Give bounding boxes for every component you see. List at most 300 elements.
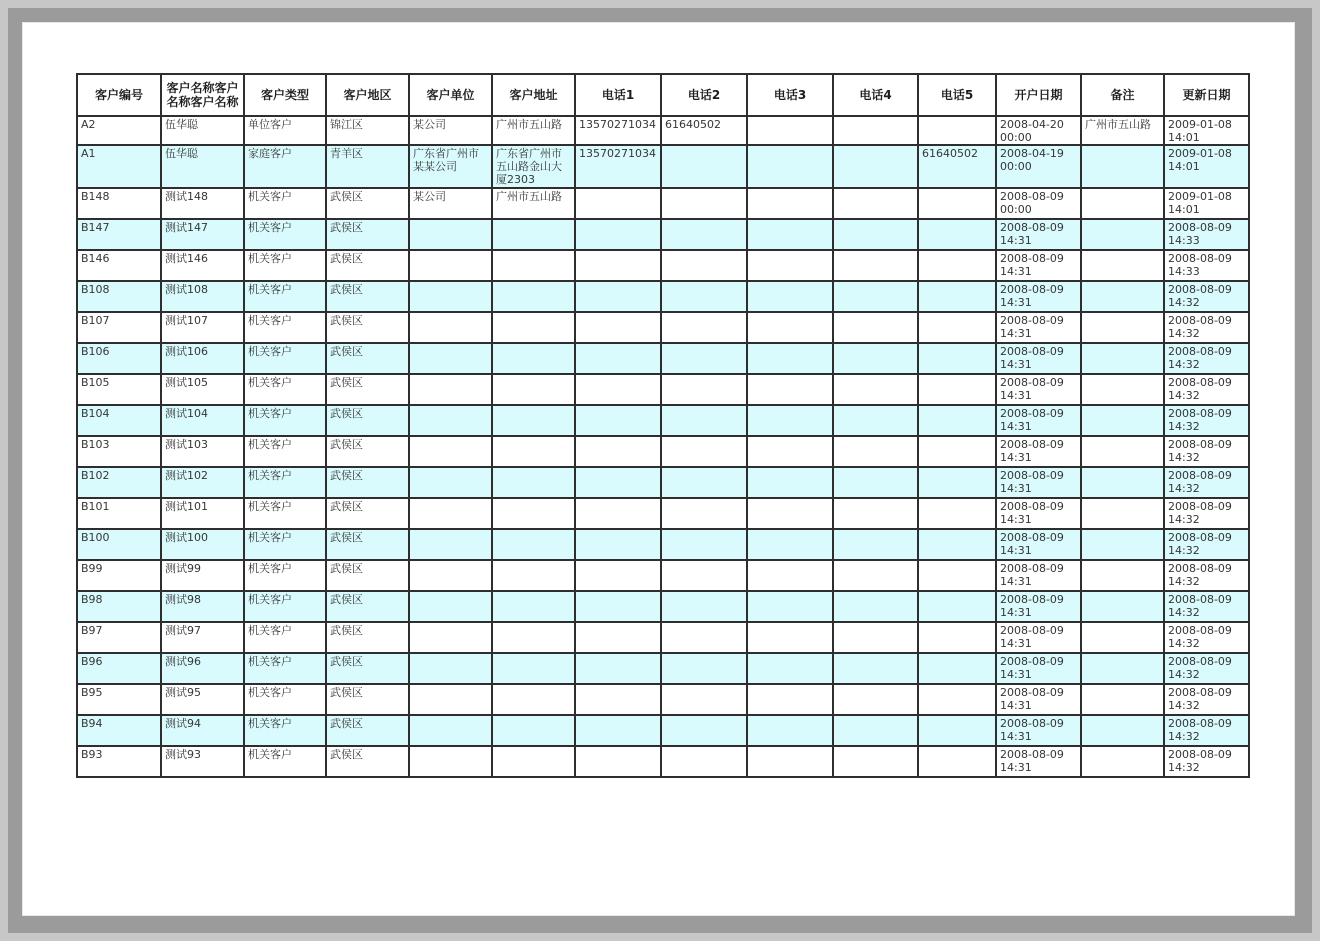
cell-update-date: 2008-08-09 14:32: [1164, 312, 1249, 343]
cell-customer-type: 机关客户: [244, 622, 326, 653]
cell-customer-address: [492, 436, 575, 467]
cell-customer-type: 机关客户: [244, 529, 326, 560]
cell-customer-id: B103: [77, 436, 161, 467]
cell-phone2: [661, 145, 747, 188]
column-header-customer-name: 客户名称客户名称客户名称: [161, 74, 244, 116]
cell-customer-region: 锦江区: [326, 116, 409, 145]
cell-phone3: [747, 746, 833, 777]
table-row-B97: [77, 622, 1249, 653]
column-header-customer-address: 客户地址: [492, 74, 575, 116]
table-row-B107: [77, 312, 1249, 343]
cell-phone2: [661, 250, 747, 281]
cell-phone4: [833, 405, 918, 436]
cell-phone5: [918, 312, 996, 343]
cell-customer-address: 广州市五山路: [492, 116, 575, 145]
cell-remark: [1081, 715, 1164, 746]
cell-customer-id: B95: [77, 684, 161, 715]
cell-phone4: [833, 145, 918, 188]
cell-phone2: [661, 498, 747, 529]
cell-phone5: [918, 591, 996, 622]
table-header: [77, 74, 1249, 116]
cell-customer-address: 广东省广州市五山路金山大厦2303: [492, 145, 575, 188]
table-row-A1: [77, 145, 1249, 188]
table-row-B102: [77, 467, 1249, 498]
cell-customer-type: 机关客户: [244, 560, 326, 591]
cell-phone5: [918, 219, 996, 250]
cell-phone4: [833, 591, 918, 622]
table-row-B99: [77, 560, 1249, 591]
cell-phone4: [833, 188, 918, 219]
cell-phone2: [661, 219, 747, 250]
cell-customer-type: 机关客户: [244, 684, 326, 715]
cell-remark: [1081, 219, 1164, 250]
cell-customer-id: B93: [77, 746, 161, 777]
cell-phone2: [661, 746, 747, 777]
cell-customer-name: 测试148: [161, 188, 244, 219]
column-header-phone3: 电话3: [747, 74, 833, 116]
cell-customer-address: [492, 684, 575, 715]
cell-update-date: 2008-08-09 14:32: [1164, 498, 1249, 529]
cell-customer-address: [492, 343, 575, 374]
cell-phone2: [661, 622, 747, 653]
table-row-B106: [77, 343, 1249, 374]
cell-open-date: 2008-08-09 14:31: [996, 343, 1081, 374]
cell-phone1: [575, 250, 661, 281]
cell-phone3: [747, 715, 833, 746]
cell-remark: [1081, 343, 1164, 374]
cell-customer-type: 机关客户: [244, 746, 326, 777]
column-header-customer-id: 客户编号: [77, 74, 161, 116]
cell-phone2: [661, 343, 747, 374]
cell-customer-id: B94: [77, 715, 161, 746]
cell-phone3: [747, 622, 833, 653]
cell-open-date: 2008-08-09 14:31: [996, 281, 1081, 312]
cell-phone4: [833, 116, 918, 145]
cell-phone5: [918, 467, 996, 498]
cell-phone5: [918, 622, 996, 653]
cell-customer-unit: [409, 219, 492, 250]
cell-open-date: 2008-08-09 14:31: [996, 374, 1081, 405]
table-body: [77, 116, 1249, 777]
cell-update-date: 2008-08-09 14:32: [1164, 591, 1249, 622]
cell-phone4: [833, 498, 918, 529]
cell-remark: [1081, 591, 1164, 622]
cell-customer-type: 机关客户: [244, 405, 326, 436]
cell-phone3: [747, 312, 833, 343]
cell-open-date: 2008-08-09 00:00: [996, 188, 1081, 219]
cell-customer-unit: [409, 653, 492, 684]
cell-customer-type: 机关客户: [244, 312, 326, 343]
cell-customer-region: 武侯区: [326, 405, 409, 436]
cell-customer-region: 武侯区: [326, 467, 409, 498]
cell-customer-type: 机关客户: [244, 498, 326, 529]
cell-phone5: [918, 746, 996, 777]
cell-phone4: [833, 715, 918, 746]
cell-phone3: [747, 498, 833, 529]
cell-open-date: 2008-08-09 14:31: [996, 250, 1081, 281]
cell-phone2: [661, 529, 747, 560]
cell-customer-name: 测试103: [161, 436, 244, 467]
cell-customer-name: 测试108: [161, 281, 244, 312]
cell-update-date: 2009-01-08 14:01: [1164, 145, 1249, 188]
cell-customer-name: 测试104: [161, 405, 244, 436]
cell-phone3: [747, 436, 833, 467]
cell-remark: [1081, 250, 1164, 281]
report-page: [22, 22, 1295, 916]
cell-customer-address: [492, 715, 575, 746]
cell-phone2: [661, 715, 747, 746]
cell-update-date: 2008-08-09 14:32: [1164, 684, 1249, 715]
cell-phone1: [575, 746, 661, 777]
column-header-open-date: 开户日期: [996, 74, 1081, 116]
cell-phone5: [918, 529, 996, 560]
cell-customer-name: 测试97: [161, 622, 244, 653]
cell-phone4: [833, 343, 918, 374]
cell-customer-address: [492, 374, 575, 405]
cell-customer-type: 机关客户: [244, 281, 326, 312]
table-row-B105: [77, 374, 1249, 405]
table-row-B147: [77, 219, 1249, 250]
cell-open-date: 2008-08-09 14:31: [996, 436, 1081, 467]
cell-phone5: [918, 436, 996, 467]
cell-open-date: 2008-08-09 14:31: [996, 591, 1081, 622]
cell-customer-type: 机关客户: [244, 653, 326, 684]
cell-customer-address: [492, 312, 575, 343]
cell-customer-unit: [409, 498, 492, 529]
cell-remark: [1081, 374, 1164, 405]
cell-customer-unit: [409, 343, 492, 374]
cell-customer-id: B107: [77, 312, 161, 343]
cell-update-date: 2008-08-09 14:32: [1164, 746, 1249, 777]
cell-customer-type: 机关客户: [244, 715, 326, 746]
cell-customer-address: [492, 591, 575, 622]
cell-customer-type: 机关客户: [244, 343, 326, 374]
cell-customer-address: [492, 498, 575, 529]
cell-phone1: [575, 343, 661, 374]
cell-phone3: [747, 145, 833, 188]
table-row-B146: [77, 250, 1249, 281]
cell-phone3: [747, 653, 833, 684]
cell-customer-region: 武侯区: [326, 219, 409, 250]
cell-phone2: [661, 560, 747, 591]
cell-customer-name: 测试106: [161, 343, 244, 374]
cell-customer-name: 测试99: [161, 560, 244, 591]
table-row-B93: [77, 746, 1249, 777]
cell-customer-address: [492, 560, 575, 591]
cell-customer-id: A1: [77, 145, 161, 188]
cell-update-date: 2008-08-09 14:32: [1164, 715, 1249, 746]
column-header-customer-unit: 客户单位: [409, 74, 492, 116]
cell-customer-id: B147: [77, 219, 161, 250]
cell-phone1: [575, 405, 661, 436]
table-row-B148: [77, 188, 1249, 219]
cell-phone1: [575, 281, 661, 312]
cell-open-date: 2008-08-09 14:31: [996, 746, 1081, 777]
cell-phone2: [661, 653, 747, 684]
cell-customer-id: B148: [77, 188, 161, 219]
table-row-A2: [77, 116, 1249, 145]
cell-phone5: [918, 560, 996, 591]
cell-phone4: [833, 622, 918, 653]
column-header-phone5: 电话5: [918, 74, 996, 116]
cell-remark: [1081, 684, 1164, 715]
cell-customer-unit: [409, 529, 492, 560]
cell-open-date: 2008-04-19 00:00: [996, 145, 1081, 188]
cell-customer-region: 武侯区: [326, 591, 409, 622]
cell-phone5: [918, 281, 996, 312]
cell-phone3: [747, 684, 833, 715]
cell-customer-unit: [409, 684, 492, 715]
cell-customer-unit: [409, 622, 492, 653]
cell-phone5: [918, 250, 996, 281]
cell-phone2: [661, 312, 747, 343]
cell-customer-type: 机关客户: [244, 467, 326, 498]
column-header-remark: 备注: [1081, 74, 1164, 116]
cell-phone5: [918, 343, 996, 374]
cell-customer-address: [492, 622, 575, 653]
cell-phone1: [575, 436, 661, 467]
cell-customer-name: 伍华聪: [161, 116, 244, 145]
cell-remark: [1081, 560, 1164, 591]
cell-customer-region: 武侯区: [326, 684, 409, 715]
cell-customer-unit: [409, 374, 492, 405]
cell-phone3: [747, 250, 833, 281]
cell-remark: [1081, 498, 1164, 529]
cell-open-date: 2008-08-09 14:31: [996, 560, 1081, 591]
cell-customer-name: 伍华聪: [161, 145, 244, 188]
cell-phone1: [575, 653, 661, 684]
cell-phone1: [575, 622, 661, 653]
cell-customer-address: [492, 467, 575, 498]
cell-customer-unit: [409, 281, 492, 312]
cell-phone4: [833, 281, 918, 312]
cell-open-date: 2008-08-09 14:31: [996, 622, 1081, 653]
cell-remark: [1081, 746, 1164, 777]
cell-customer-type: 单位客户: [244, 116, 326, 145]
cell-phone1: [575, 560, 661, 591]
cell-customer-region: 武侯区: [326, 281, 409, 312]
cell-phone2: [661, 467, 747, 498]
cell-phone1: 13570271034: [575, 145, 661, 188]
cell-phone4: [833, 436, 918, 467]
cell-phone2: [661, 684, 747, 715]
cell-update-date: 2008-08-09 14:32: [1164, 622, 1249, 653]
cell-phone2: [661, 591, 747, 622]
cell-phone3: [747, 529, 833, 560]
cell-remark: [1081, 436, 1164, 467]
cell-update-date: 2008-08-09 14:32: [1164, 405, 1249, 436]
cell-customer-unit: [409, 560, 492, 591]
cell-remark: [1081, 405, 1164, 436]
cell-customer-name: 测试98: [161, 591, 244, 622]
table-row-B98: [77, 591, 1249, 622]
cell-phone5: [918, 498, 996, 529]
cell-update-date: 2008-08-09 14:32: [1164, 653, 1249, 684]
cell-customer-name: 测试107: [161, 312, 244, 343]
cell-phone5: [918, 715, 996, 746]
cell-customer-id: B99: [77, 560, 161, 591]
cell-customer-region: 武侯区: [326, 622, 409, 653]
header-row: [77, 74, 1249, 116]
cell-customer-name: 测试147: [161, 219, 244, 250]
cell-customer-type: 机关客户: [244, 591, 326, 622]
column-header-phone4: 电话4: [833, 74, 918, 116]
cell-customer-type: 机关客户: [244, 436, 326, 467]
cell-customer-id: B96: [77, 653, 161, 684]
cell-phone1: 13570271034: [575, 116, 661, 145]
cell-customer-region: 武侯区: [326, 653, 409, 684]
cell-customer-type: 机关客户: [244, 250, 326, 281]
cell-customer-address: [492, 653, 575, 684]
cell-customer-region: 武侯区: [326, 312, 409, 343]
cell-phone5: [918, 374, 996, 405]
cell-update-date: 2008-08-09 14:32: [1164, 467, 1249, 498]
cell-customer-region: 武侯区: [326, 250, 409, 281]
cell-customer-address: [492, 746, 575, 777]
cell-customer-region: 武侯区: [326, 188, 409, 219]
cell-open-date: 2008-08-09 14:31: [996, 467, 1081, 498]
cell-remark: [1081, 529, 1164, 560]
cell-customer-unit: [409, 591, 492, 622]
cell-customer-unit: [409, 250, 492, 281]
cell-phone4: [833, 374, 918, 405]
cell-update-date: 2008-08-09 14:32: [1164, 281, 1249, 312]
cell-phone4: [833, 467, 918, 498]
cell-open-date: 2008-08-09 14:31: [996, 653, 1081, 684]
cell-customer-id: B102: [77, 467, 161, 498]
cell-phone1: [575, 467, 661, 498]
cell-phone3: [747, 591, 833, 622]
cell-customer-id: B101: [77, 498, 161, 529]
cell-customer-region: 武侯区: [326, 343, 409, 374]
cell-customer-unit: 某公司: [409, 116, 492, 145]
table-row-B96: [77, 653, 1249, 684]
table-row-B94: [77, 715, 1249, 746]
cell-customer-unit: 某公司: [409, 188, 492, 219]
cell-customer-region: 武侯区: [326, 560, 409, 591]
table-row-B104: [77, 405, 1249, 436]
cell-customer-address: [492, 250, 575, 281]
cell-phone3: [747, 116, 833, 145]
cell-customer-name: 测试96: [161, 653, 244, 684]
column-header-customer-region: 客户地区: [326, 74, 409, 116]
table-row-B103: [77, 436, 1249, 467]
cell-phone1: [575, 529, 661, 560]
cell-customer-name: 测试93: [161, 746, 244, 777]
cell-customer-type: 机关客户: [244, 374, 326, 405]
cell-customer-unit: [409, 436, 492, 467]
cell-phone3: [747, 374, 833, 405]
cell-phone5: [918, 684, 996, 715]
cell-phone5: [918, 653, 996, 684]
cell-phone4: [833, 560, 918, 591]
cell-phone4: [833, 312, 918, 343]
cell-remark: [1081, 312, 1164, 343]
cell-phone4: [833, 219, 918, 250]
cell-customer-unit: [409, 715, 492, 746]
cell-customer-region: 武侯区: [326, 436, 409, 467]
cell-customer-id: B104: [77, 405, 161, 436]
cell-phone5: [918, 188, 996, 219]
cell-phone1: [575, 684, 661, 715]
cell-customer-unit: 广东省广州市某某公司: [409, 145, 492, 188]
cell-open-date: 2008-08-09 14:31: [996, 529, 1081, 560]
cell-customer-name: 测试100: [161, 529, 244, 560]
cell-customer-address: [492, 281, 575, 312]
cell-phone3: [747, 343, 833, 374]
cell-update-date: 2009-01-08 14:01: [1164, 116, 1249, 145]
cell-phone1: [575, 219, 661, 250]
table-row-B108: [77, 281, 1249, 312]
cell-customer-region: 武侯区: [326, 715, 409, 746]
cell-remark: 广州市五山路: [1081, 116, 1164, 145]
cell-customer-unit: [409, 746, 492, 777]
cell-customer-unit: [409, 405, 492, 436]
cell-customer-name: 测试146: [161, 250, 244, 281]
cell-phone5: 61640502: [918, 145, 996, 188]
cell-open-date: 2008-08-09 14:31: [996, 498, 1081, 529]
column-header-phone2: 电话2: [661, 74, 747, 116]
cell-update-date: 2008-08-09 14:32: [1164, 343, 1249, 374]
cell-phone1: [575, 715, 661, 746]
cell-customer-id: B100: [77, 529, 161, 560]
cell-phone4: [833, 653, 918, 684]
cell-customer-name: 测试95: [161, 684, 244, 715]
cell-phone2: [661, 405, 747, 436]
cell-customer-address: [492, 219, 575, 250]
cell-customer-unit: [409, 312, 492, 343]
cell-customer-region: 武侯区: [326, 529, 409, 560]
cell-phone3: [747, 405, 833, 436]
cell-update-date: 2008-08-09 14:32: [1164, 560, 1249, 591]
cell-remark: [1081, 653, 1164, 684]
cell-update-date: 2009-01-08 14:01: [1164, 188, 1249, 219]
table-row-B100: [77, 529, 1249, 560]
column-header-phone1: 电话1: [575, 74, 661, 116]
cell-customer-region: 青羊区: [326, 145, 409, 188]
cell-customer-name: 测试94: [161, 715, 244, 746]
cell-customer-type: 机关客户: [244, 219, 326, 250]
cell-phone1: [575, 188, 661, 219]
cell-customer-address: 广州市五山路: [492, 188, 575, 219]
cell-customer-id: B97: [77, 622, 161, 653]
cell-update-date: 2008-08-09 14:32: [1164, 529, 1249, 560]
cell-phone5: [918, 405, 996, 436]
cell-open-date: 2008-08-09 14:31: [996, 405, 1081, 436]
cell-customer-id: B146: [77, 250, 161, 281]
customer-report-table: [76, 73, 1250, 778]
cell-customer-id: B98: [77, 591, 161, 622]
cell-phone1: [575, 498, 661, 529]
cell-phone1: [575, 312, 661, 343]
cell-open-date: 2008-08-09 14:31: [996, 219, 1081, 250]
cell-customer-name: 测试105: [161, 374, 244, 405]
cell-phone4: [833, 529, 918, 560]
cell-phone4: [833, 746, 918, 777]
cell-phone2: 61640502: [661, 116, 747, 145]
table-row-B95: [77, 684, 1249, 715]
cell-customer-address: [492, 529, 575, 560]
cell-customer-address: [492, 405, 575, 436]
cell-customer-region: 武侯区: [326, 498, 409, 529]
cell-open-date: 2008-08-09 14:31: [996, 715, 1081, 746]
cell-phone5: [918, 116, 996, 145]
cell-customer-id: B105: [77, 374, 161, 405]
cell-customer-unit: [409, 467, 492, 498]
cell-remark: [1081, 188, 1164, 219]
cell-open-date: 2008-04-20 00:00: [996, 116, 1081, 145]
cell-customer-id: B108: [77, 281, 161, 312]
